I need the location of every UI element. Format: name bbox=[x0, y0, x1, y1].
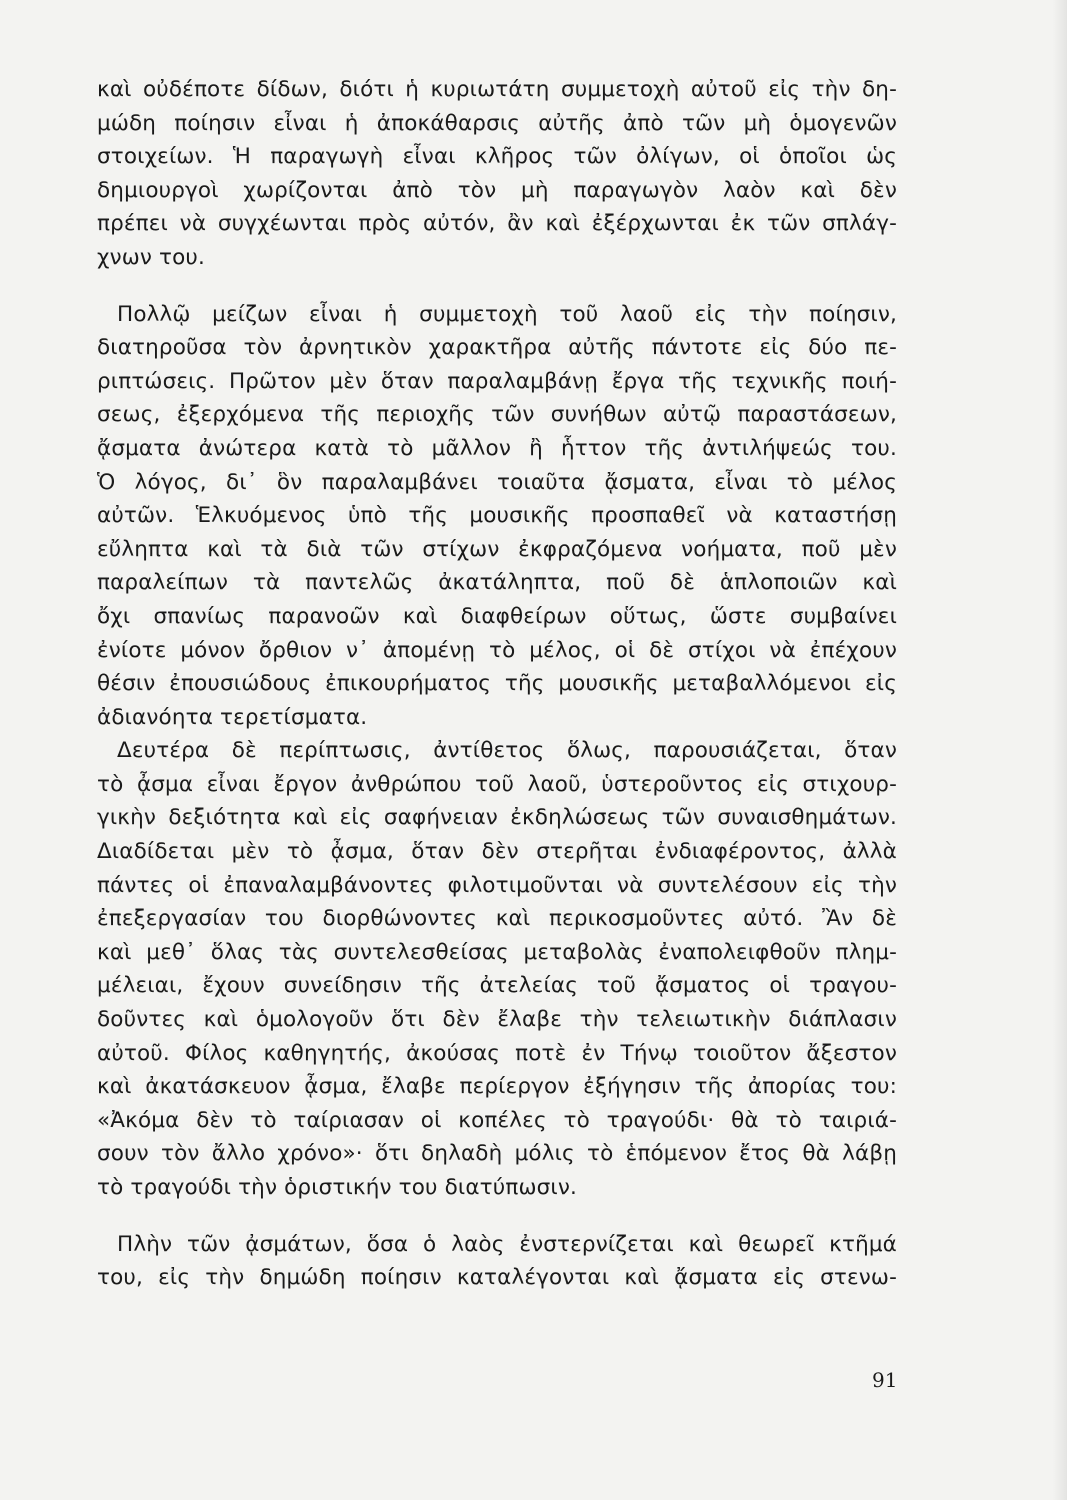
text-line: ἐνίοτε μόνον ὄρθιον ν᾽ ἀπομένῃ τὸ μέλος, οἱ δὲ στίχοι νὰ ἐπέχουν bbox=[97, 637, 897, 663]
paragraph-4 bbox=[97, 1228, 897, 1295]
text-line: μέλειαι, ἔχουν συνείδησιν τῆς ἀτελείας τοῦ ᾄσματος οἱ τραγου- bbox=[97, 973, 897, 999]
text-line: «Ἀκόμα δὲν τὸ ταίριασαν οἱ κοπέλες τὸ τραγούδι· θὰ τὸ ταιριά- bbox=[97, 1107, 897, 1133]
paragraph-2 bbox=[97, 298, 897, 735]
text-line: ἐπεξεργασίαν του διορθώνοντες καὶ περικοσμοῦντες αὐτό. Ἂν δὲ bbox=[97, 906, 897, 932]
text-line: μώδη ποίησιν εἶναι ἡ ἀποκάθαρσις αὐτῆς ἀπὸ τῶν μὴ ὁμογενῶν bbox=[97, 110, 897, 136]
text-line: τὸ ᾆσμα εἶναι ἔργον ἀνθρώπου τοῦ λαοῦ, ὑστεροῦντος εἰς στιχουρ- bbox=[97, 771, 897, 797]
text-line: εὔληπτα καὶ τὰ διὰ τῶν στίχων ἐκφραζόμενα νοήματα, ποῦ μὲν bbox=[97, 536, 897, 562]
text-line: αὐτῶν. Ἑλκυόμενος ὑπὸ τῆς μουσικῆς προσπαθεῖ νὰ καταστήσῃ bbox=[97, 503, 897, 529]
text-line: στοιχείων. Ἡ παραγωγὴ εἶναι κλῆρος τῶν ὀλίγων, οἱ ὁποῖοι ὡς bbox=[97, 144, 897, 170]
text-line: πάντες οἱ ἐπαναλαμβάνοντες φιλοτιμοῦνται νὰ συντελέσουν εἰς τὴν bbox=[97, 872, 897, 898]
text-line: Δευτέρα δὲ περίπτωσις, ἀντίθετος ὅλως, παρουσιάζεται, ὅταν bbox=[117, 738, 897, 764]
text-line: θέσιν ἐπουσιώδους ἐπικουρήματος τῆς μουσικῆς μεταβαλλόμενοι εἰς bbox=[97, 671, 897, 697]
text-line: σεως, ἐξερχόμενα τῆς περιοχῆς τῶν συνήθων αὐτῷ παραστάσεων, bbox=[97, 402, 897, 428]
text-line: καὶ μεθ᾽ ὅλας τὰς συντελεσθείσας μεταβολὰς ἐναπολειφθοῦν πλημ- bbox=[97, 939, 897, 965]
text-line: παραλείπων τὰ παντελῶς ἀκατάληπτα, ποῦ δὲ ἁπλοποιῶν καὶ bbox=[97, 570, 897, 596]
paragraph-1 bbox=[97, 73, 897, 275]
body-text bbox=[97, 73, 897, 1295]
paragraph-3 bbox=[97, 734, 897, 1204]
text-line: ριπτώσεις. Πρῶτον μὲν ὅταν παραλαμβάνῃ ἔργα τῆς τεχνικῆς ποιή- bbox=[97, 368, 897, 394]
text-line: διατηροῦσα τὸν ἀρνητικὸν χαρακτῆρα αὐτῆς πάντοτε εἰς δύο πε- bbox=[97, 335, 897, 361]
page-edge-shadow bbox=[1053, 0, 1067, 1500]
text-line: τὸ τραγούδι τὴν ὁριστικήν του διατύπωσιν. bbox=[97, 1175, 577, 1200]
text-line: ἀδιανόητα τερετίσματα. bbox=[97, 704, 368, 730]
text-line: ὄχι σπανίως παρανοῶν καὶ διαφθείρων οὕτως, ὥστε συμβαίνει bbox=[97, 603, 897, 629]
paragraph-gap bbox=[97, 1205, 897, 1228]
text-line: καὶ ἀκατάσκευον ᾆσμα, ἔλαβε περίεργον ἐξήγησιν τῆς ἀπορίας του: bbox=[97, 1074, 897, 1100]
text-line: χνων του. bbox=[97, 244, 205, 270]
paragraph-gap bbox=[97, 275, 897, 298]
text-line: σουν τὸν ἄλλο χρόνο»· ὅτι δηλαδὴ μόλις τὸ ἑπόμενον ἔτος θὰ λάβῃ bbox=[97, 1141, 897, 1167]
text-line: Πολλῷ μείζων εἶναι ἡ συμμετοχὴ τοῦ λαοῦ εἰς τὴν ποίησιν, bbox=[117, 301, 897, 327]
text-line: δοῦντες καὶ ὁμολογοῦν ὅτι δὲν ἔλαβε τὴν τελειωτικὴν διάπλασιν bbox=[97, 1007, 897, 1033]
text-line: του, εἰς τὴν δημώδη ποίησιν καταλέγονται καὶ ᾄσματα εἰς στενω- bbox=[97, 1265, 897, 1291]
text-line: Διαδίδεται μὲν τὸ ᾆσμα, ὅταν δὲν στερῆται ἐνδιαφέροντος, ἀλλὰ bbox=[97, 839, 897, 865]
text-line: ᾄσματα ἀνώτερα κατὰ τὸ μᾶλλον ἢ ἧττον τῆς ἀντιλήψεώς του. bbox=[97, 435, 897, 461]
text-line: Ὁ λόγος, δι᾽ ὃν παραλαμβάνει τοιαῦτα ᾄσματα, εἶναι τὸ μέλος bbox=[97, 469, 897, 495]
text-line: αὐτοῦ. Φίλος καθηγητής, ἀκούσας ποτὲ ἐν Τήνῳ τοιοῦτον ἄξεστον bbox=[97, 1040, 897, 1066]
text-line: Πλὴν τῶν ᾀσμάτων, ὅσα ὁ λαὸς ἐνστερνίζεται καὶ θεωρεῖ κτῆμά bbox=[117, 1231, 897, 1257]
text-line: γικὴν δεξιότητα καὶ εἰς σαφήνειαν ἐκδηλώσεως τῶν συναισθημάτων. bbox=[97, 805, 897, 831]
page-number: 91 bbox=[872, 1368, 898, 1392]
text-line: πρέπει νὰ συγχέωνται πρὸς αὐτόν, ἂν καὶ ἐξέρχωνται ἐκ τῶν σπλάγ- bbox=[97, 211, 897, 237]
text-line: καὶ οὐδέποτε δίδων, διότι ἡ κυριωτάτη συμμετοχὴ αὐτοῦ εἰς τὴν δη- bbox=[97, 77, 897, 102]
text-line: δημιουργοὶ χωρίζονται ἀπὸ τὸν μὴ παραγωγὸν λαὸν καὶ δὲν bbox=[97, 177, 897, 203]
